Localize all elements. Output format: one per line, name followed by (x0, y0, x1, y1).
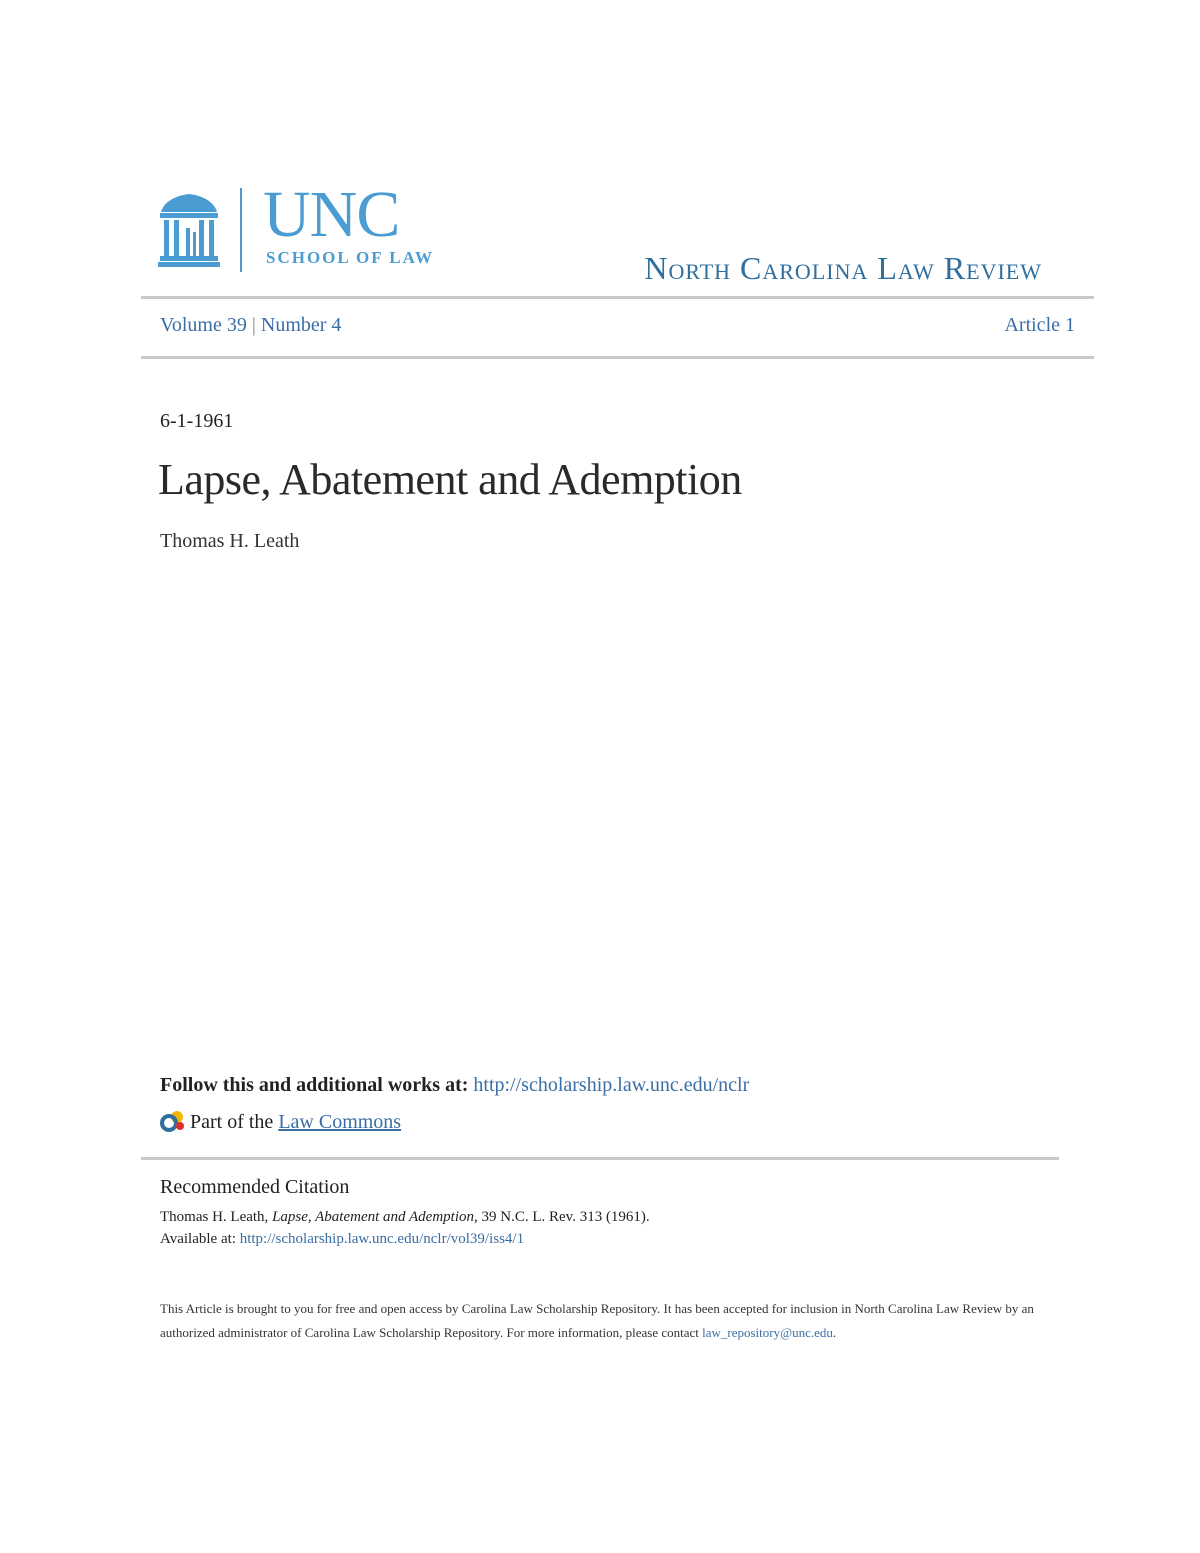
law-commons-link[interactable]: Law Commons (278, 1110, 402, 1133)
note-text: This Article is brought to you for free and open access by Carolina Law Scholarship Repository. It has been accepted for inclusion in North Carolina Law Review by an authorized administrator of Carolina Law Scholarship Repository. For more information, please contact (160, 1301, 1034, 1340)
citation-rest: , 39 N.C. L. Rev. 313 (1961). (474, 1209, 650, 1225)
header-rule-bottom (141, 356, 1094, 359)
note-end: . (832, 1325, 837, 1340)
available-label: Available at: (160, 1231, 236, 1247)
article-link[interactable]: Article 1 (1004, 314, 1075, 336)
logo-divider (240, 188, 242, 272)
citation-title: Lapse, Abatement and Ademption (272, 1209, 474, 1225)
separator: | (251, 314, 256, 336)
contact-email-link[interactable]: law_repository@unc.edu (702, 1325, 833, 1340)
repository-note (160, 1297, 1040, 1345)
follow-label: Follow this and additional works at: (160, 1074, 469, 1096)
volume-link[interactable]: Volume 39 (160, 314, 247, 336)
header-rule-top (141, 296, 1094, 299)
citation-heading: Recommended Citation (160, 1176, 350, 1198)
citation-author: Thomas H. Leath, (160, 1209, 269, 1225)
follow-line (160, 1074, 749, 1097)
article-author: Thomas H. Leath (160, 530, 300, 552)
volume-number-line (160, 314, 341, 337)
logo-school-of-law-text: SCHOOL OF LAW (266, 248, 435, 267)
citation-text (160, 1206, 650, 1228)
unc-old-well-icon (158, 192, 220, 268)
citation-rule (141, 1157, 1059, 1160)
follow-url-link[interactable]: http://scholarship.law.unc.edu/nclr (473, 1074, 750, 1096)
available-url-link[interactable]: http://scholarship.law.unc.edu/nclr/vol39/iss4/1 (239, 1231, 525, 1247)
citation-available (160, 1228, 524, 1250)
journal-title[interactable]: North Carolina Law Review (644, 250, 1042, 286)
number-link[interactable]: Number 4 (260, 314, 342, 336)
part-of-label: Part of the (190, 1110, 274, 1133)
article-title: Lapse, Abatement and Ademption (158, 455, 742, 504)
logo-unc-text: UNC (263, 178, 400, 251)
publication-date: 6-1-1961 (160, 410, 234, 432)
network-commons-icon (160, 1109, 186, 1135)
part-of-line (160, 1109, 401, 1135)
